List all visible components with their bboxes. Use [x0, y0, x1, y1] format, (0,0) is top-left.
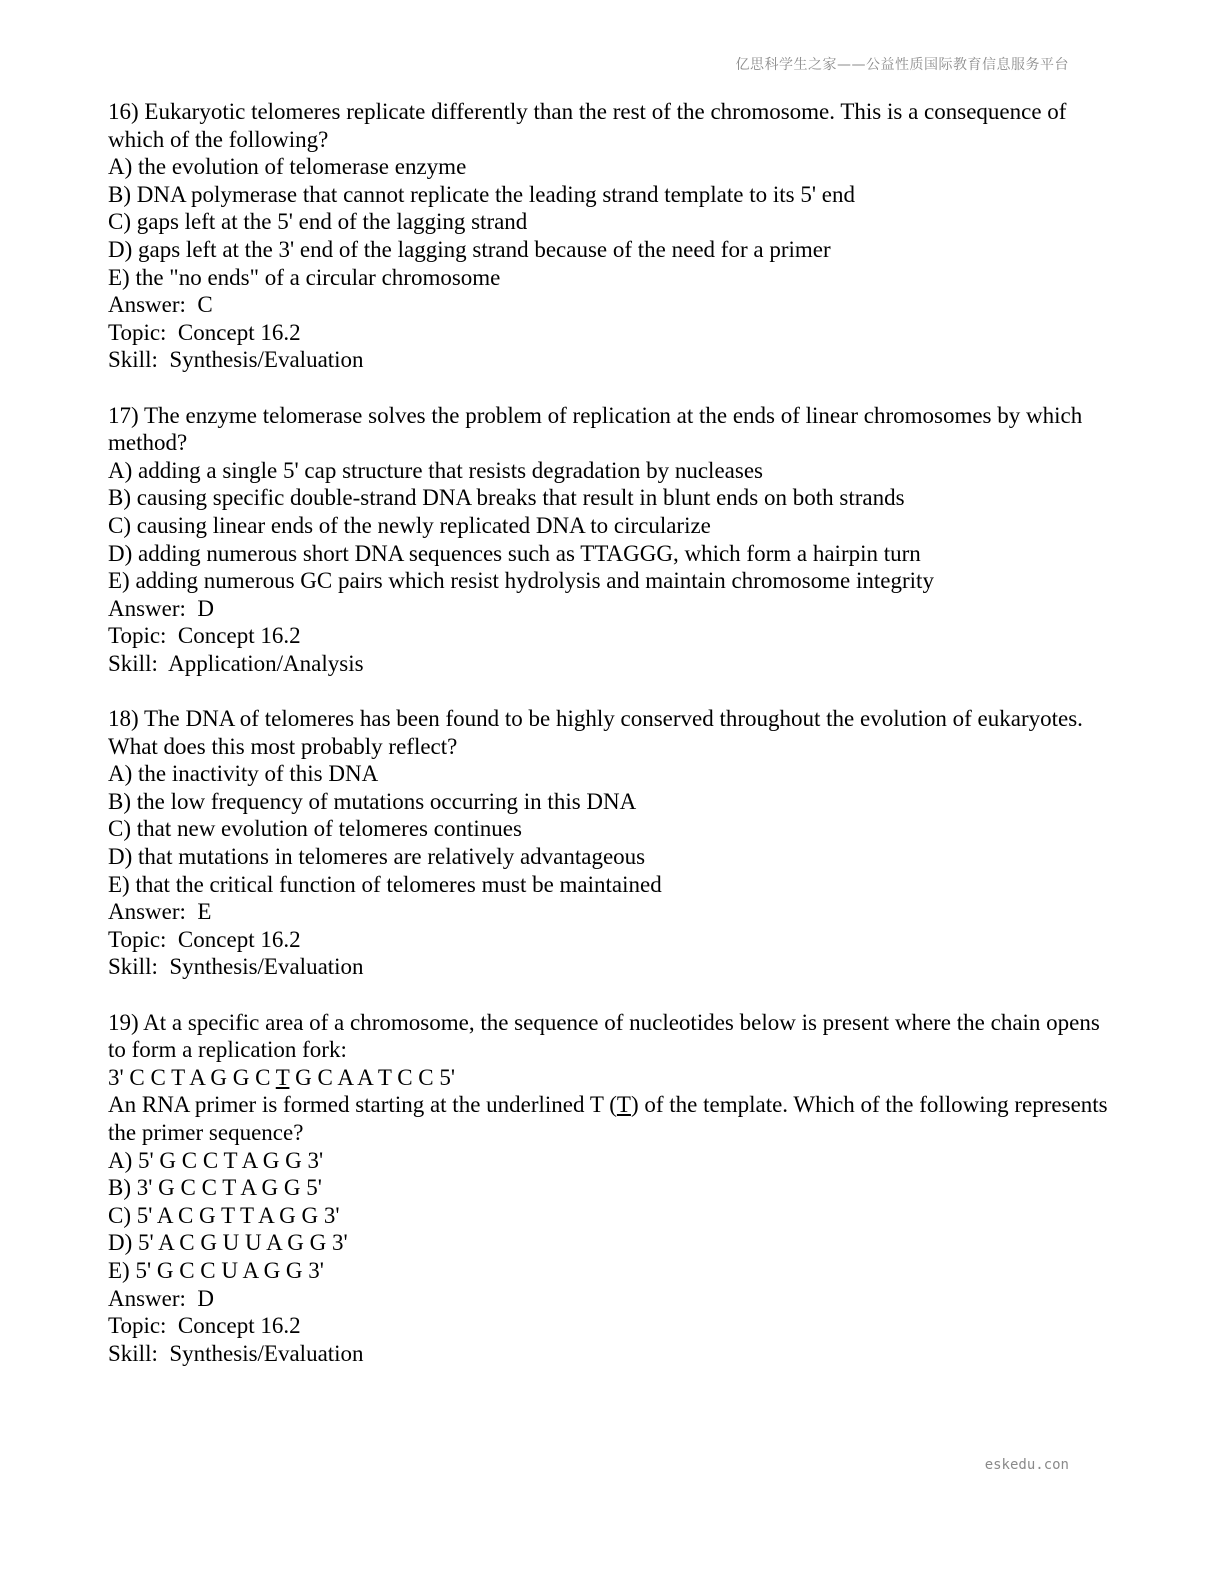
primer-text-start: An RNA primer is formed starting at the underlined T (	[108, 1092, 617, 1118]
sequence-start: 3' C C T A G G C	[108, 1064, 276, 1090]
page-header: 亿思科学生之家——公益性质国际教育信息服务平台	[735, 57, 1069, 73]
question-stem: 17) The enzyme telomerase solves the problem of replication at the ends of linear chromosomes by which method?	[108, 402, 1088, 456]
topic-line: Topic: Concept 16.2	[108, 319, 301, 345]
skill-line: Skill: Synthesis/Evaluation	[108, 954, 364, 980]
question-list	[108, 98, 1114, 1395]
option-b: B) 3' G C C T A G G 5'	[108, 1175, 322, 1201]
option-d: D) adding numerous short DNA sequences such as TTAGGG, which form a hairpin turn	[108, 540, 921, 566]
option-a: A) the inactivity of this DNA	[108, 761, 379, 787]
option-b: B) the low frequency of mutations occurring in this DNA	[108, 788, 637, 814]
answer-line: Answer: E	[108, 899, 212, 925]
option-b: B) DNA polymerase that cannot replicate the leading strand template to its 5' end	[108, 181, 855, 207]
question-19	[108, 1009, 1114, 1368]
option-e: E) adding numerous GC pairs which resist hydrolysis and maintain chromosome integrity	[108, 568, 934, 594]
option-a: A) adding a single 5' cap structure that resists degradation by nucleases	[108, 457, 763, 483]
primer-text-end: ) of the template. Which of the following represents the primer sequence?	[108, 1092, 1114, 1145]
sequence-end: G C A A T C C 5'	[289, 1064, 456, 1090]
topic-line: Topic: Concept 16.2	[108, 623, 301, 649]
option-c: C) that new evolution of telomeres continues	[108, 816, 522, 842]
option-c: C) 5' A C G T T A G G 3'	[108, 1202, 340, 1228]
topic-line: Topic: Concept 16.2	[108, 1313, 301, 1339]
option-c: C) causing linear ends of the newly replicated DNA to circularize	[108, 512, 711, 538]
question-17	[108, 402, 1108, 678]
answer-line: Answer: D	[108, 595, 215, 621]
option-e: E) that the critical function of telomeres must be maintained	[108, 871, 662, 897]
skill-line: Skill: Application/Analysis	[108, 650, 364, 676]
topic-line: Topic: Concept 16.2	[108, 926, 301, 952]
option-a: A) 5' G C C T A G G 3'	[108, 1147, 324, 1173]
answer-line: Answer: C	[108, 292, 213, 318]
skill-line: Skill: Synthesis/Evaluation	[108, 347, 364, 373]
primer-underlined-t: T	[616, 1092, 631, 1118]
question-16	[108, 98, 1108, 374]
option-e: E) the "no ends" of a circular chromosome	[108, 264, 501, 290]
skill-line: Skill: Synthesis/Evaluation	[108, 1340, 364, 1366]
question-18	[108, 705, 1108, 981]
option-d: D) that mutations in telomeres are relatively advantageous	[108, 844, 646, 870]
page-footer: eskedu.con	[984, 1457, 1069, 1473]
question-stem: 19) At a specific area of a chromosome, the sequence of nucleotides below is present where the chain opens to form a replication fork:	[108, 1009, 1106, 1063]
answer-line: Answer: D	[108, 1285, 215, 1311]
option-e: E) 5' G C C U A G G 3'	[108, 1257, 324, 1283]
option-c: C) gaps left at the 5' end of the lagging strand	[108, 209, 528, 235]
primer-question	[108, 1091, 1114, 1146]
sequence-underlined-t: T	[275, 1064, 290, 1090]
option-d: D) 5' A C G U U A G G 3'	[108, 1230, 348, 1256]
option-a: A) the evolution of telomerase enzyme	[108, 154, 467, 180]
option-d: D) gaps left at the 3' end of the lagging strand because of the need for a primer	[108, 236, 831, 262]
question-stem: 18) The DNA of telomeres has been found to be highly conserved throughout the evolution of eukaryotes. What does this most probably reflect?	[108, 706, 1089, 759]
option-b: B) causing specific double-strand DNA breaks that result in blunt ends on both strands	[108, 485, 905, 511]
nucleotide-sequence	[108, 1064, 1108, 1092]
question-stem: 16) Eukaryotic telomeres replicate differently than the rest of the chromosome. This is a consequence of which of the following?	[108, 99, 1073, 152]
